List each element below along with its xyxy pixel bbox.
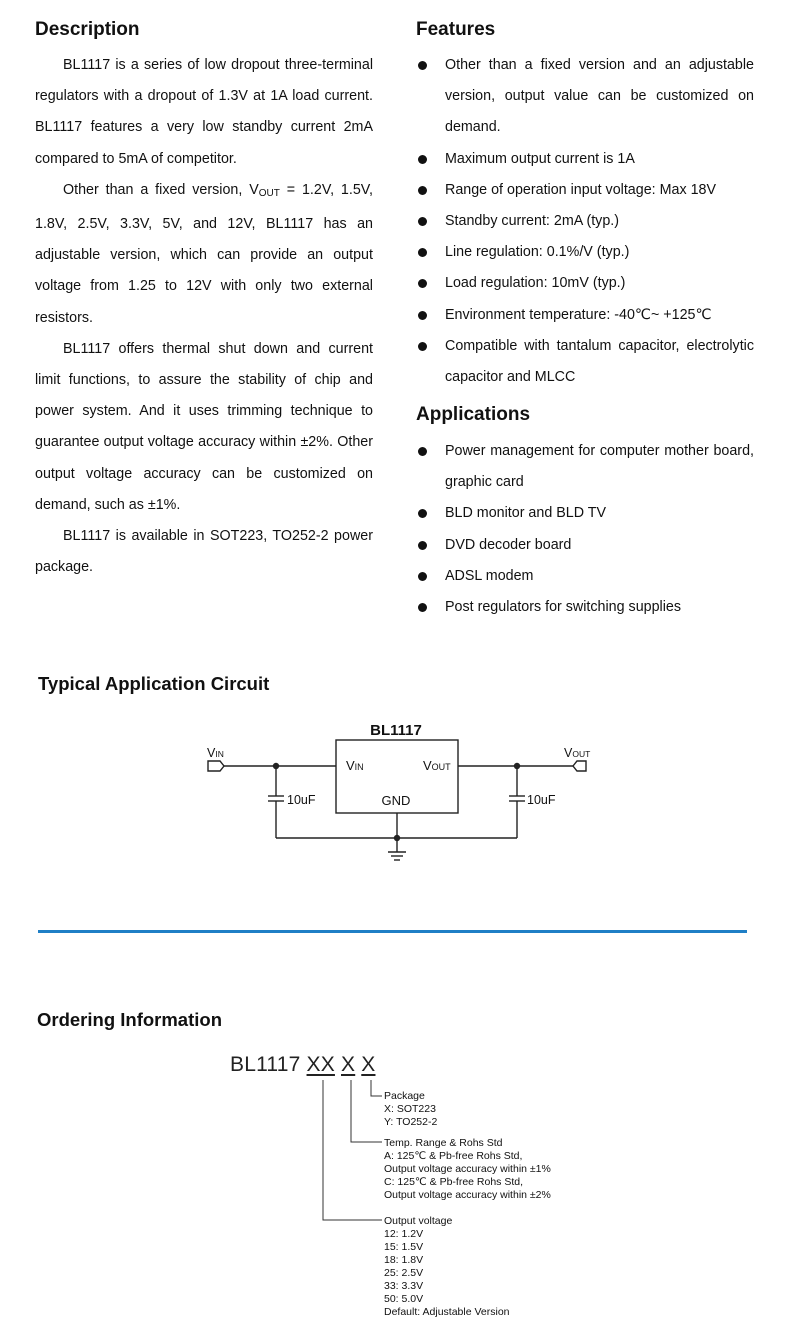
circuit-diagram xyxy=(0,700,790,880)
list-item: Range of operation input voltage: Max 18V xyxy=(416,175,754,206)
list-item: Other than a fixed version and an adjustable version, output value can be customized on demand. xyxy=(416,50,754,144)
junction-dot xyxy=(273,763,279,769)
bullet-icon xyxy=(418,447,427,456)
junction-dot xyxy=(514,763,520,769)
list-item: Load regulation: 10mV (typ.) xyxy=(416,268,754,299)
bullet-icon xyxy=(418,311,427,320)
list-item: Post regulators for switching supplies xyxy=(416,592,754,623)
bullet-icon xyxy=(418,572,427,581)
bullet-icon xyxy=(418,279,427,288)
list-item: Environment temperature: -40℃~ +125℃ xyxy=(416,300,754,331)
bullet-icon xyxy=(418,61,427,70)
voltage-options: Output voltage 12: 1.2V 15: 1.5V 18: 1.8V 25: 2.5V 33: 3.3V 50: 5.0V Default: Adjustable Version xyxy=(384,1215,510,1318)
bullet-icon xyxy=(418,342,427,351)
list-item: DVD decoder board xyxy=(416,530,754,561)
description-body xyxy=(35,50,373,583)
vout-terminal xyxy=(573,761,586,771)
bullet-icon xyxy=(418,509,427,518)
bullet-icon xyxy=(418,186,427,195)
list-item: Compatible with tantalum capacitor, electrolytic capacitor and MLCC xyxy=(416,331,754,393)
list-item: Power management for computer mother board, graphic card xyxy=(416,436,754,498)
vin-terminal-label: VIN xyxy=(207,746,224,760)
features-heading: Features xyxy=(416,19,496,40)
list-item: BLD monitor and BLD TV xyxy=(416,498,754,529)
circuit-heading: Typical Application Circuit xyxy=(38,673,270,694)
vin-terminal xyxy=(208,761,224,771)
cout-label: 10uF xyxy=(527,793,556,807)
chip-vout-pin: VOUT xyxy=(423,758,451,773)
section-divider xyxy=(38,930,747,933)
list-item: Standby current: 2mA (typ.) xyxy=(416,206,754,237)
junction-dot xyxy=(394,835,400,841)
voltage-leader xyxy=(323,1080,382,1220)
chip-gnd-pin: GND xyxy=(381,793,411,808)
vout-subscript: OUT xyxy=(258,187,280,199)
description-paragraph: BL1117 is available in SOT223, TO252-2 power package. xyxy=(35,528,373,576)
chip-label: BL1117 xyxy=(370,722,422,739)
cin-label: 10uF xyxy=(287,793,316,807)
ordering-heading: Ordering Information xyxy=(37,1009,222,1030)
description-paragraph: BL1117 offers thermal shut down and current limit functions, to assure the stability of chip and power system. And it uses trimming technique to guarantee output voltage accuracy within ±2%. Other output voltage accuracy can be customized on demand, such as ±1%. xyxy=(35,340,373,513)
bullet-icon xyxy=(418,248,427,257)
part-number-code: BL1117 XX X X xyxy=(230,1053,376,1076)
temp-leader xyxy=(351,1080,382,1142)
chip-vin-pin: VIN xyxy=(346,758,364,773)
package-leader xyxy=(371,1080,382,1096)
description-paragraph: BL1117 is a series of low dropout three-terminal regulators with a dropout of 1.3V at 1A load current. BL1117 features a very low standby current 2mA compared to 5mA of competitor. xyxy=(35,57,373,167)
bullet-icon xyxy=(418,155,427,164)
bullet-icon xyxy=(418,217,427,226)
vout-terminal-label: VOUT xyxy=(564,746,591,760)
list-item: Maximum output current is 1A xyxy=(416,144,754,175)
bullet-icon xyxy=(418,603,427,612)
package-options: Package X: SOT223 Y: TO252-2 xyxy=(384,1090,438,1128)
features-list xyxy=(416,50,754,393)
list-item: Line regulation: 0.1%/V (typ.) xyxy=(416,237,754,268)
applications-heading: Applications xyxy=(416,404,531,425)
list-item: ADSL modem xyxy=(416,561,754,592)
bullet-icon xyxy=(418,541,427,550)
description-paragraph: Other than a fixed version, $V_{OUT} = 1.2V$, 1.5V, 1.8V, 2.5V, 3.3V, 5V, and 12V, BL1117 has an adjustable version, which can provide an output voltage from 1.25 to 12V with only two external resistors. xyxy=(35,181,373,326)
applications-list xyxy=(416,436,754,623)
description-heading: Description xyxy=(35,19,140,40)
temp-options: Temp. Range & Rohs Std A: 125℃ & Pb-free Rohs Std, Output voltage accuracy within ±1% C: 125℃ & Pb-free Rohs Std, Output voltage accuracy within ±2% xyxy=(384,1137,551,1201)
